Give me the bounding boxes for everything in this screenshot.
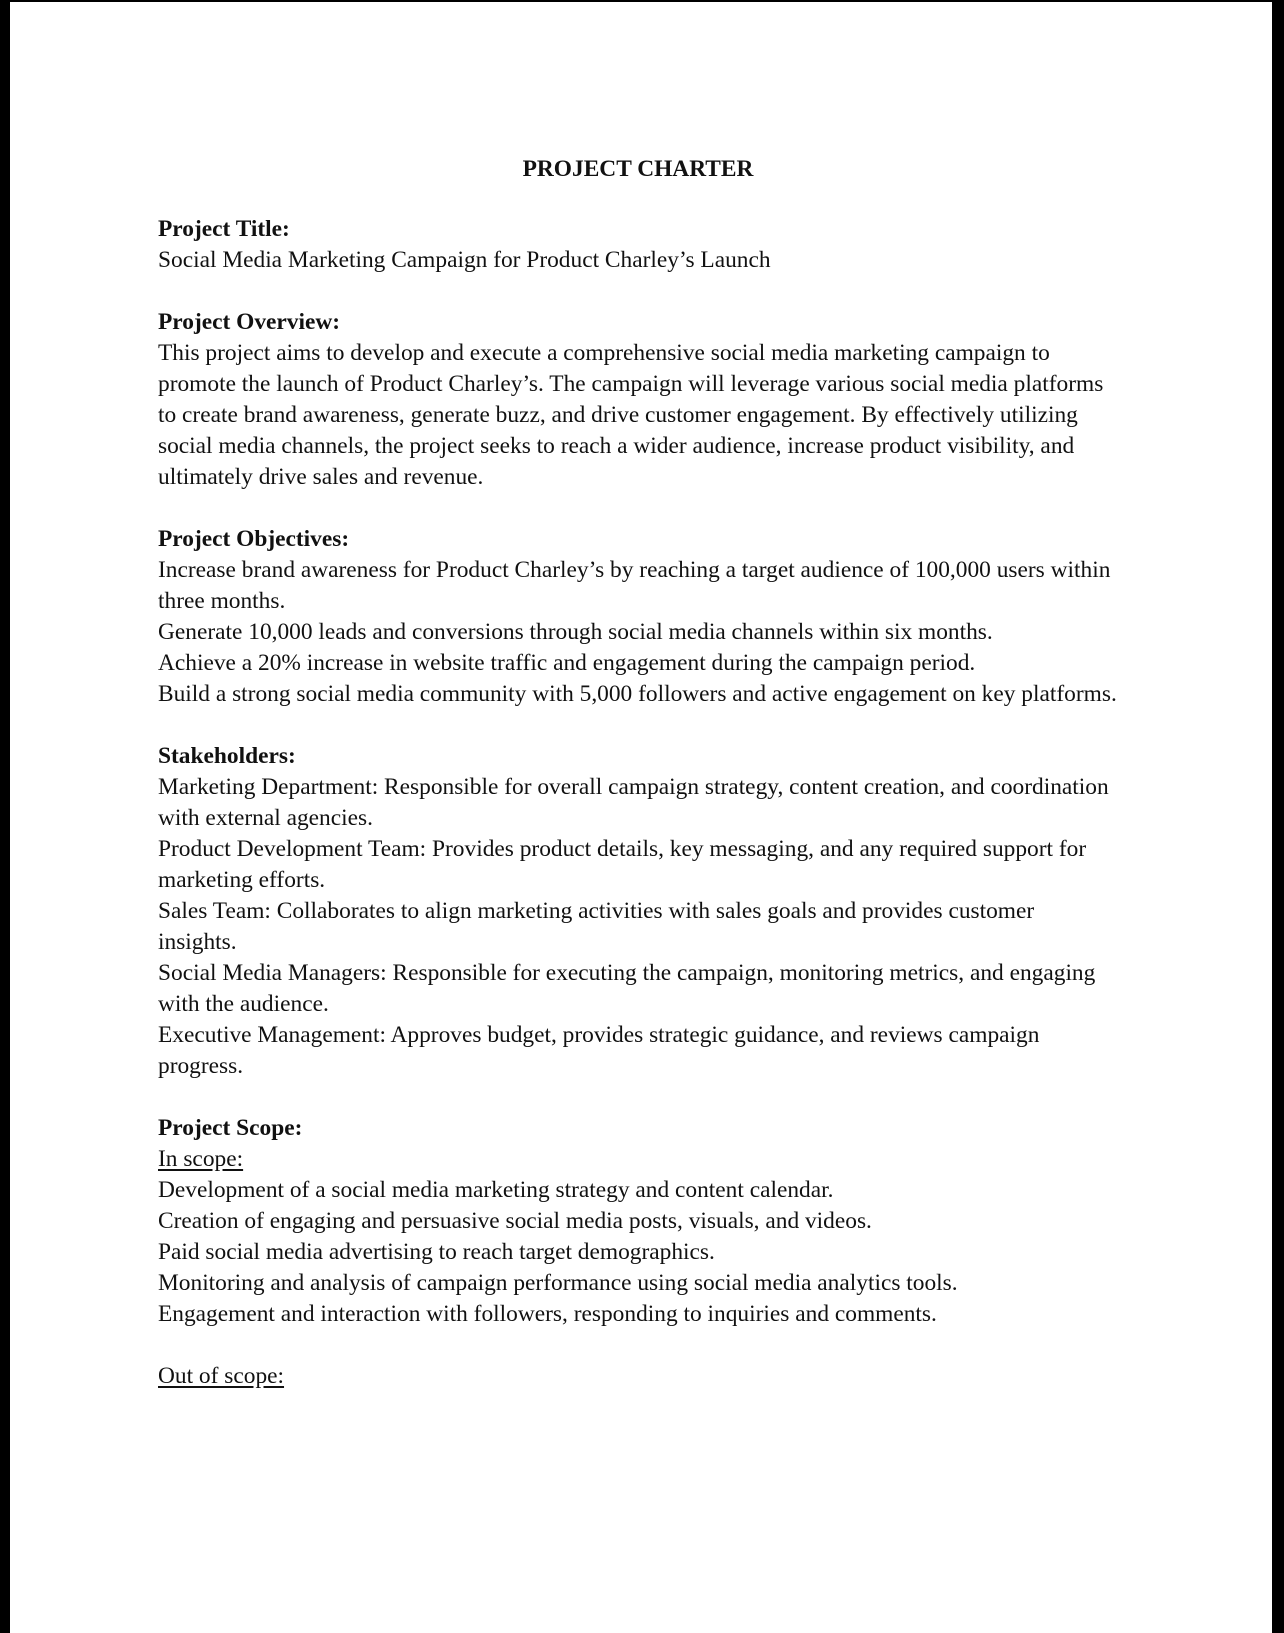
in-scope-item: Monitoring and analysis of campaign performance using social media analytics tools. [158,1270,958,1296]
in-scope-item: Engagement and interaction with followers, responding to inquiries and comments. [158,1301,937,1327]
out-of-scope-label: Out of scope: [158,1363,285,1389]
project-overview-text: This project aims to develop and execute a comprehensive social media marketing campaign to promote the launch of Product Charley’s. The campaign will leverage various social media platforms to create brand awareness, generate buzz, and drive customer engagement. By effectively utilizing social media channels, the project seeks to reach a wider audience, increase product visibility, and ultimately drive sales and revenue. [158,340,1104,490]
objective-item: Increase brand awareness for Product Charley’s by reaching a target audience of 100,000 users within three months. [158,557,1111,614]
stakeholder-item: Executive Management: Approves budget, provides strategic guidance, and reviews campaign progress. [158,1022,1040,1079]
objective-item: Build a strong social media community with 5,000 followers and active engagement on key platforms. [158,681,1117,707]
in-scope-item: Development of a social media marketing strategy and content calendar. [158,1177,834,1203]
project-title-value: Social Media Marketing Campaign for Product Charley’s Launch [158,247,771,273]
stakeholder-item: Social Media Managers: Responsible for executing the campaign, monitoring metrics, and engaging with the audience. [158,960,1096,1017]
in-scope-label: In scope: [158,1146,244,1172]
document-page [10,2,1272,1633]
stakeholder-item: Sales Team: Collaborates to align marketing activities with sales goals and provides customer insights. [158,898,1035,955]
project-scope-heading: Project Scope: [158,1115,303,1141]
stakeholder-item: Product Development Team: Provides product details, key messaging, and any required support for marketing efforts. [158,836,1087,893]
objective-item: Achieve a 20% increase in website traffic and engagement during the campaign period. [158,650,976,676]
document-title: PROJECT CHARTER [522,156,754,182]
stakeholders-section [158,741,1118,1082]
stakeholder-item: Marketing Department: Responsible for overall campaign strategy, content creation, and coordination with external agencies. [158,774,1109,831]
in-scope-item: Creation of engaging and persuasive social media posts, visuals, and videos. [158,1208,872,1234]
document-body [158,154,1118,1392]
objective-item: Generate 10,000 leads and conversions through social media channels within six months. [158,619,993,645]
project-scope-section [158,1113,1118,1330]
in-scope-item: Paid social media advertising to reach target demographics. [158,1239,715,1265]
project-overview-heading: Project Overview: [158,309,341,335]
project-title-section [158,214,1118,276]
project-title-heading: Project Title: [158,216,290,242]
project-overview-section [158,307,1118,493]
project-objectives-heading: Project Objectives: [158,526,350,552]
stakeholders-heading: Stakeholders: [158,743,296,769]
project-objectives-section [158,524,1118,710]
